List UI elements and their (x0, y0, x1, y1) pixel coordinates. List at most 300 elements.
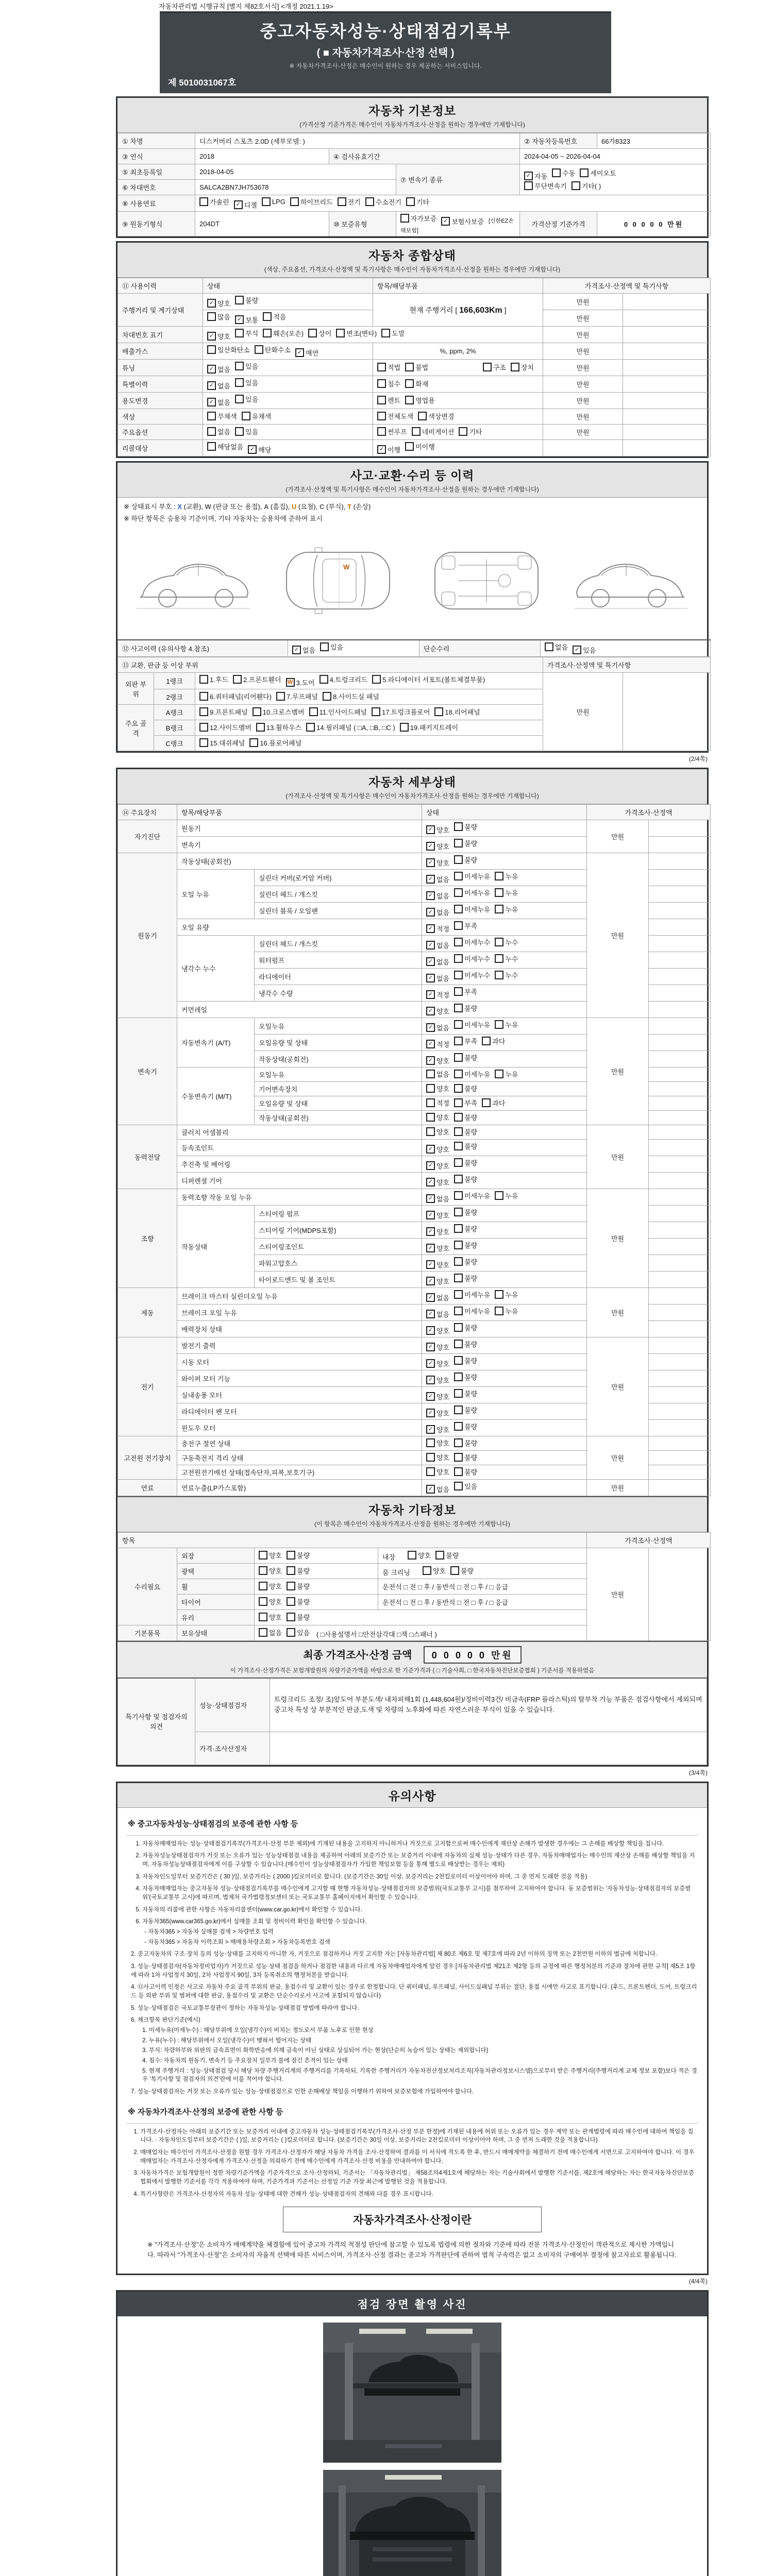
checkbox-box[interactable] (454, 855, 463, 864)
checkbox-부족[interactable] (454, 921, 477, 930)
checkbox-box[interactable] (336, 329, 345, 337)
checkbox-불량[interactable] (454, 1372, 477, 1382)
checkbox-box[interactable]: ✓ (426, 1260, 435, 1269)
checkbox-양호[interactable] (423, 1566, 446, 1575)
checkbox-부식[interactable] (235, 328, 258, 338)
checkbox-불량[interactable] (450, 1566, 474, 1575)
checkbox-렌트[interactable] (377, 395, 400, 405)
checkbox-없음[interactable] (545, 642, 568, 652)
checkbox-box[interactable]: ✓ (292, 646, 301, 654)
checkbox-box[interactable] (255, 345, 263, 354)
checkbox-box[interactable]: ✓ (426, 924, 435, 933)
checkbox-불량[interactable] (287, 1566, 310, 1575)
checkbox-box[interactable] (199, 738, 208, 747)
checkbox-4.트렁크리드[interactable] (320, 674, 368, 684)
checkbox-불량[interactable] (454, 822, 477, 832)
checkbox-불량[interactable] (454, 1388, 477, 1398)
checkbox-box[interactable] (495, 1307, 503, 1315)
checkbox-불량[interactable] (287, 1612, 310, 1622)
checkbox-box[interactable] (495, 1290, 503, 1299)
checkbox-미세누유[interactable] (454, 871, 490, 881)
checkbox-일산화탄소[interactable] (207, 345, 250, 354)
checkbox-1.후드[interactable] (199, 674, 228, 684)
checkbox-box[interactable] (454, 1037, 463, 1045)
checkbox-box[interactable] (435, 1551, 444, 1560)
checkbox-양호[interactable] (426, 1359, 449, 1368)
checkbox-box[interactable] (306, 723, 315, 732)
checkbox-불량[interactable] (454, 1127, 477, 1137)
checkbox-box[interactable] (454, 1422, 463, 1431)
checkbox-불량[interactable] (454, 1467, 477, 1477)
checkbox-양호[interactable] (207, 331, 230, 341)
checkbox-box[interactable] (406, 197, 415, 206)
checkbox-양호[interactable] (426, 1276, 449, 1286)
checkbox-없음[interactable] (426, 907, 449, 917)
checkbox-없음[interactable] (207, 427, 230, 436)
checkbox-불량[interactable] (454, 1112, 477, 1122)
checkbox-매연[interactable] (295, 348, 318, 358)
checkbox-box[interactable] (199, 723, 208, 732)
checkbox-box[interactable] (259, 1597, 267, 1606)
checkbox-box[interactable] (309, 707, 318, 716)
checkbox-box[interactable] (454, 872, 463, 880)
checkbox-box[interactable] (372, 675, 381, 684)
checkbox-7.루프패널[interactable] (276, 691, 318, 701)
checkbox-box[interactable]: ✓ (426, 941, 435, 950)
checkbox-box[interactable] (262, 197, 271, 206)
checkbox-6.쿼터패널(리어휀다)[interactable] (199, 691, 272, 701)
checkbox-불량[interactable] (454, 1452, 477, 1462)
checkbox-없음[interactable] (426, 1293, 449, 1302)
checkbox-기타( )[interactable] (572, 181, 601, 191)
checkbox-box[interactable]: ✓ (207, 332, 216, 341)
checkbox-과다[interactable] (482, 1098, 505, 1108)
checkbox-box[interactable] (454, 1482, 463, 1490)
checkbox-box[interactable] (454, 987, 463, 996)
checkbox-불량[interactable] (454, 1224, 477, 1233)
checkbox-해당[interactable] (248, 445, 271, 454)
checkbox-없음[interactable] (426, 1023, 449, 1032)
checkbox-box[interactable] (377, 412, 386, 420)
checkbox-상이[interactable] (308, 328, 331, 338)
checkbox-box[interactable] (235, 378, 244, 387)
checkbox-box[interactable]: ✓ (573, 646, 581, 654)
checkbox-양호[interactable] (426, 1006, 449, 1016)
checkbox-불량[interactable] (454, 1141, 477, 1151)
checkbox-box[interactable] (377, 363, 386, 371)
checkbox-양호[interactable] (259, 1550, 282, 1560)
checkbox-box[interactable] (454, 1274, 463, 1282)
checkbox-box[interactable] (426, 1098, 435, 1107)
checkbox-box[interactable] (454, 1113, 463, 1122)
checkbox-box[interactable] (426, 1438, 435, 1447)
checkbox-box[interactable] (405, 363, 414, 371)
checkbox-5.라디에이터 서포트(볼트체결부품)[interactable] (372, 674, 485, 684)
checkbox-box[interactable]: ✓ (426, 1392, 435, 1401)
checkbox-양호[interactable] (426, 841, 449, 851)
checkbox-box[interactable] (287, 1551, 295, 1560)
checkbox-box[interactable] (259, 1551, 267, 1560)
checkbox-있음[interactable] (235, 394, 258, 404)
checkbox-변조(변타)[interactable] (336, 328, 377, 338)
checkbox-불량[interactable] (454, 1158, 477, 1167)
checkbox-보험사보증[interactable] (441, 216, 484, 226)
checkbox-많음[interactable] (207, 312, 230, 321)
checkbox-13.휠하우스[interactable] (256, 722, 301, 732)
checkbox-전체도색[interactable] (377, 411, 413, 421)
checkbox-불량[interactable] (435, 1550, 459, 1560)
checkbox-box[interactable] (454, 1438, 463, 1447)
checkbox-box[interactable] (454, 1307, 463, 1315)
checkbox-box[interactable] (207, 412, 216, 420)
checkbox-19.패키지트레이[interactable] (400, 722, 458, 732)
checkbox-box[interactable] (580, 168, 589, 177)
checkbox-box[interactable] (454, 1340, 463, 1348)
checkbox-box[interactable]: ✓ (207, 381, 216, 390)
checkbox-box[interactable] (454, 1098, 463, 1107)
checkbox-불량[interactable] (454, 1257, 477, 1266)
checkbox-box[interactable]: ✓ (426, 1376, 435, 1384)
checkbox-box[interactable]: ✓ (426, 974, 435, 982)
checkbox-box[interactable] (426, 1127, 435, 1136)
checkbox-box[interactable]: ✓ (426, 825, 435, 834)
checkbox-box[interactable] (259, 1566, 267, 1575)
checkbox-box[interactable] (320, 642, 329, 651)
checkbox-box[interactable] (454, 954, 463, 963)
checkbox-유채색[interactable] (242, 411, 272, 421)
checkbox-양호[interactable] (426, 1056, 449, 1065)
checkbox-box[interactable] (454, 921, 463, 930)
checkbox-box[interactable]: ✓ (524, 172, 533, 180)
checkbox-8.사이드실 패널[interactable] (323, 691, 379, 701)
checkbox-미세누유[interactable] (454, 1191, 490, 1200)
checkbox-box[interactable]: ✓ (248, 445, 257, 454)
checkbox-box[interactable] (423, 1566, 431, 1575)
checkbox-box[interactable] (287, 1597, 295, 1606)
checkbox-box[interactable] (426, 1467, 435, 1476)
checkbox-14.필러패널 ( □A, □B, □C )[interactable] (306, 722, 395, 732)
checkbox-box[interactable] (405, 379, 414, 388)
checkbox-box[interactable] (482, 1037, 491, 1045)
checkbox-box[interactable]: ✓ (207, 365, 216, 374)
checkbox-box[interactable] (454, 839, 463, 848)
checkbox-box[interactable] (320, 675, 328, 684)
checkbox-box[interactable] (400, 214, 409, 223)
checkbox-box[interactable] (308, 329, 317, 337)
checkbox-box[interactable] (454, 822, 463, 831)
checkbox-box[interactable] (454, 1290, 463, 1299)
checkbox-도말[interactable] (381, 328, 405, 338)
checkbox-미세누유[interactable] (454, 1306, 490, 1316)
checkbox-box[interactable] (287, 1566, 295, 1575)
checkbox-미세누수[interactable] (454, 970, 490, 980)
checkbox-불량[interactable] (454, 1438, 477, 1448)
checkbox-양호[interactable] (426, 1243, 449, 1253)
checkbox-색상변경[interactable] (418, 411, 454, 421)
checkbox-box[interactable]: ✓ (234, 200, 243, 209)
checkbox-box[interactable] (207, 442, 216, 451)
checkbox-box[interactable]: ✓ (426, 1485, 435, 1494)
checkbox-적정[interactable] (426, 924, 449, 934)
checkbox-불량[interactable] (287, 1581, 310, 1591)
checkbox-미세누수[interactable] (454, 954, 490, 963)
checkbox-없음[interactable] (426, 957, 449, 967)
checkbox-box[interactable] (495, 938, 503, 946)
checkbox-box[interactable] (545, 642, 553, 651)
checkbox-세미오토[interactable] (580, 168, 616, 178)
checkbox-부족[interactable] (454, 1098, 477, 1108)
checkbox-양호[interactable] (426, 1227, 449, 1236)
checkbox-양호[interactable] (426, 1210, 449, 1220)
checkbox-미세누유[interactable] (454, 1020, 490, 1029)
checkbox-없음[interactable] (426, 874, 449, 884)
checkbox-box[interactable] (454, 1191, 463, 1200)
checkbox-box[interactable] (259, 1628, 267, 1637)
checkbox-부족[interactable] (454, 1036, 477, 1046)
checkbox-없음[interactable] (426, 891, 449, 901)
checkbox-불량[interactable] (454, 1405, 477, 1415)
checkbox-box[interactable] (454, 1142, 463, 1150)
checkbox-미이행[interactable] (405, 442, 435, 451)
checkbox-box[interactable]: ✓ (426, 1194, 435, 1203)
checkbox-3.도어[interactable] (286, 677, 315, 687)
checkbox-적음[interactable] (263, 312, 286, 321)
checkbox-가솔린[interactable] (199, 197, 229, 207)
checkbox-양호[interactable] (426, 1127, 449, 1137)
checkbox-17.트렁크플로어[interactable] (372, 707, 430, 717)
checkbox-box[interactable] (377, 396, 386, 404)
checkbox-box[interactable] (235, 427, 244, 436)
checkbox-box[interactable]: ✓ (441, 217, 450, 226)
checkbox-box[interactable]: ✓ (426, 1310, 435, 1318)
checkbox-box[interactable]: ✓ (426, 1023, 435, 1032)
checkbox-box[interactable] (495, 1191, 503, 1200)
checkbox-box[interactable] (426, 1113, 435, 1122)
checkbox-box[interactable] (400, 723, 409, 732)
checkbox-양호[interactable] (408, 1550, 431, 1560)
checkbox-화재[interactable] (405, 379, 428, 388)
checkbox-없음[interactable] (259, 1628, 282, 1637)
checkbox-box[interactable] (552, 168, 561, 177)
checkbox-무단변속기[interactable] (524, 181, 567, 191)
checkbox-box[interactable] (372, 707, 380, 716)
checkbox-양호[interactable] (426, 1342, 449, 1352)
checkbox-box[interactable] (454, 1405, 463, 1414)
checkbox-box[interactable] (454, 1224, 463, 1233)
checkbox-box[interactable]: ✓ (426, 1293, 435, 1302)
checkbox-불량[interactable] (454, 1273, 477, 1283)
checkbox-box[interactable] (405, 442, 414, 451)
checkbox-box[interactable]: ✓ (426, 842, 435, 851)
checkbox-box[interactable] (454, 1323, 463, 1332)
checkbox-box[interactable] (235, 296, 244, 304)
checkbox-box[interactable] (287, 1582, 295, 1590)
checkbox-없음[interactable] (426, 940, 449, 950)
checkbox-장치[interactable] (511, 362, 534, 372)
checkbox-디젤[interactable] (234, 200, 257, 210)
checkbox-box[interactable] (454, 938, 463, 946)
checkbox-box[interactable] (249, 738, 258, 747)
checkbox-있음[interactable] (235, 361, 258, 371)
checkbox-box[interactable]: ✓ (235, 315, 244, 324)
checkbox-box[interactable] (263, 329, 272, 337)
checkbox-box[interactable]: ✓ (426, 1244, 435, 1252)
checkbox-box[interactable]: ✓ (426, 1211, 435, 1219)
checkbox-없음[interactable] (426, 1069, 449, 1079)
checkbox-box[interactable] (454, 1241, 463, 1249)
checkbox-box[interactable] (495, 872, 503, 880)
checkbox-box[interactable] (287, 1613, 295, 1621)
checkbox-적정[interactable] (426, 1098, 449, 1108)
checkbox-미세누유[interactable] (454, 1069, 490, 1079)
checkbox-불법[interactable] (405, 362, 428, 372)
checkbox-box[interactable] (454, 1020, 463, 1029)
checkbox-2.프론트휀더[interactable] (233, 674, 281, 684)
checkbox-box[interactable]: ✓ (426, 957, 435, 966)
checkbox-누유[interactable] (495, 871, 518, 881)
checkbox-box[interactable]: ✓ (426, 908, 435, 917)
checkbox-box[interactable] (459, 427, 467, 436)
checkbox-box[interactable] (454, 905, 463, 913)
checkbox-양호[interactable] (426, 1375, 449, 1385)
checkbox-양호[interactable] (207, 298, 230, 308)
checkbox-box[interactable] (256, 723, 265, 732)
checkbox-box[interactable] (482, 1098, 491, 1107)
checkbox-미세누유[interactable] (454, 904, 490, 914)
checkbox-있음[interactable] (235, 378, 258, 387)
checkbox-양호[interactable] (426, 1112, 449, 1122)
checkbox-영업용[interactable] (405, 395, 435, 405)
checkbox-box[interactable]: ✓ (426, 1359, 435, 1368)
checkbox-있음[interactable] (454, 1481, 477, 1491)
checkbox-16.플로어패널[interactable] (249, 738, 301, 748)
checkbox-탄화수소[interactable] (255, 345, 291, 354)
checkbox-없음[interactable] (426, 1194, 449, 1204)
checkbox-적정[interactable] (426, 990, 449, 999)
checkbox-이행[interactable] (377, 445, 400, 454)
checkbox-누수[interactable] (495, 954, 518, 963)
checkbox-box[interactable] (323, 692, 331, 701)
checkbox-box[interactable] (426, 1084, 435, 1093)
checkbox-양호[interactable] (426, 1083, 449, 1093)
checkbox-box[interactable] (263, 312, 272, 321)
checkbox-LPG[interactable] (262, 197, 285, 206)
checkbox-양호[interactable] (426, 1260, 449, 1269)
checkbox-box[interactable]: ✓ (426, 1409, 435, 1417)
checkbox-box[interactable] (259, 1582, 267, 1590)
checkbox-양호[interactable] (426, 1177, 449, 1187)
checkbox-자가보증[interactable] (400, 213, 436, 223)
checkbox-box[interactable]: ✓ (426, 1007, 435, 1015)
checkbox-box[interactable]: ✓ (207, 398, 216, 406)
checkbox-box[interactable] (454, 1467, 463, 1476)
checkbox-있음[interactable] (320, 642, 343, 652)
checkbox-box[interactable] (418, 412, 427, 420)
checkbox-box[interactable] (495, 954, 503, 963)
checkbox-누유[interactable] (495, 1290, 518, 1299)
checkbox-box[interactable] (454, 1356, 463, 1365)
checkbox-box[interactable] (259, 1613, 267, 1621)
checkbox-구조[interactable] (483, 362, 506, 372)
checkbox-box[interactable] (290, 197, 299, 206)
checkbox-box[interactable]: W (286, 678, 295, 687)
checkbox-box[interactable] (434, 707, 443, 716)
checkbox-불량[interactable] (454, 1053, 477, 1062)
checkbox-있음[interactable] (573, 645, 596, 655)
checkbox-box[interactable] (524, 181, 533, 190)
checkbox-불량[interactable] (454, 838, 477, 848)
checkbox-누유[interactable] (495, 904, 518, 914)
checkbox-과다[interactable] (482, 1036, 505, 1046)
checkbox-양호[interactable] (259, 1597, 282, 1606)
checkbox-box[interactable] (454, 1372, 463, 1381)
checkbox-불량[interactable] (235, 295, 258, 305)
checkbox-box[interactable] (408, 1551, 416, 1560)
checkbox-불량[interactable] (454, 1323, 477, 1332)
checkbox-box[interactable]: ✓ (426, 875, 435, 884)
checkbox-누유[interactable] (495, 888, 518, 897)
checkbox-box[interactable]: ✓ (426, 1326, 435, 1335)
checkbox-불량[interactable] (454, 855, 477, 865)
checkbox-box[interactable] (454, 1070, 463, 1078)
checkbox-box[interactable] (207, 345, 216, 354)
checkbox-box[interactable] (287, 1628, 295, 1637)
checkbox-box[interactable] (377, 379, 386, 388)
checkbox-양호[interactable] (426, 1144, 449, 1154)
checkbox-box[interactable] (426, 1070, 435, 1078)
checkbox-box[interactable]: ✓ (295, 348, 304, 357)
checkbox-box[interactable]: ✓ (426, 1161, 435, 1170)
checkbox-box[interactable] (495, 905, 503, 913)
checkbox-box[interactable] (233, 675, 242, 684)
checkbox-box[interactable] (454, 1004, 463, 1012)
checkbox-box[interactable] (495, 971, 503, 979)
checkbox-18.리어패널[interactable] (434, 707, 480, 717)
checkbox-box[interactable] (242, 412, 250, 420)
checkbox-12.사이드멤버[interactable] (199, 722, 251, 732)
checkbox-box[interactable] (454, 1175, 463, 1183)
checkbox-불량[interactable] (454, 1240, 477, 1250)
checkbox-양호[interactable] (426, 1326, 449, 1335)
checkbox-box[interactable]: ✓ (426, 858, 435, 867)
checkbox-11.인사이드패널[interactable] (309, 707, 367, 717)
checkbox-9.프론트패널[interactable] (199, 707, 248, 717)
checkbox-없음[interactable] (426, 973, 449, 983)
checkbox-양호[interactable] (426, 1425, 449, 1434)
checkbox-훼손(오손)[interactable] (263, 328, 304, 338)
checkbox-양호[interactable] (426, 1408, 449, 1418)
checkbox-box[interactable] (454, 1389, 463, 1398)
checkbox-box[interactable] (235, 395, 244, 403)
checkbox-불량[interactable] (454, 1174, 477, 1184)
checkbox-box[interactable]: ✓ (426, 1425, 435, 1434)
checkbox-양호[interactable] (426, 825, 449, 835)
checkbox-box[interactable] (235, 362, 244, 370)
checkbox-전기[interactable] (338, 197, 361, 207)
checkbox-누유[interactable] (495, 1306, 518, 1316)
checkbox-box[interactable] (454, 1208, 463, 1216)
checkbox-box[interactable] (495, 1020, 503, 1029)
checkbox-box[interactable] (426, 1453, 435, 1462)
checkbox-양호[interactable] (426, 1392, 449, 1401)
checkbox-box[interactable]: ✓ (426, 1178, 435, 1187)
checkbox-box[interactable] (511, 363, 519, 371)
checkbox-box[interactable] (365, 197, 374, 206)
checkbox-자동[interactable] (524, 171, 547, 181)
checkbox-box[interactable] (454, 1158, 463, 1167)
checkbox-적정[interactable] (426, 1039, 449, 1049)
checkbox-없음[interactable] (207, 364, 230, 374)
